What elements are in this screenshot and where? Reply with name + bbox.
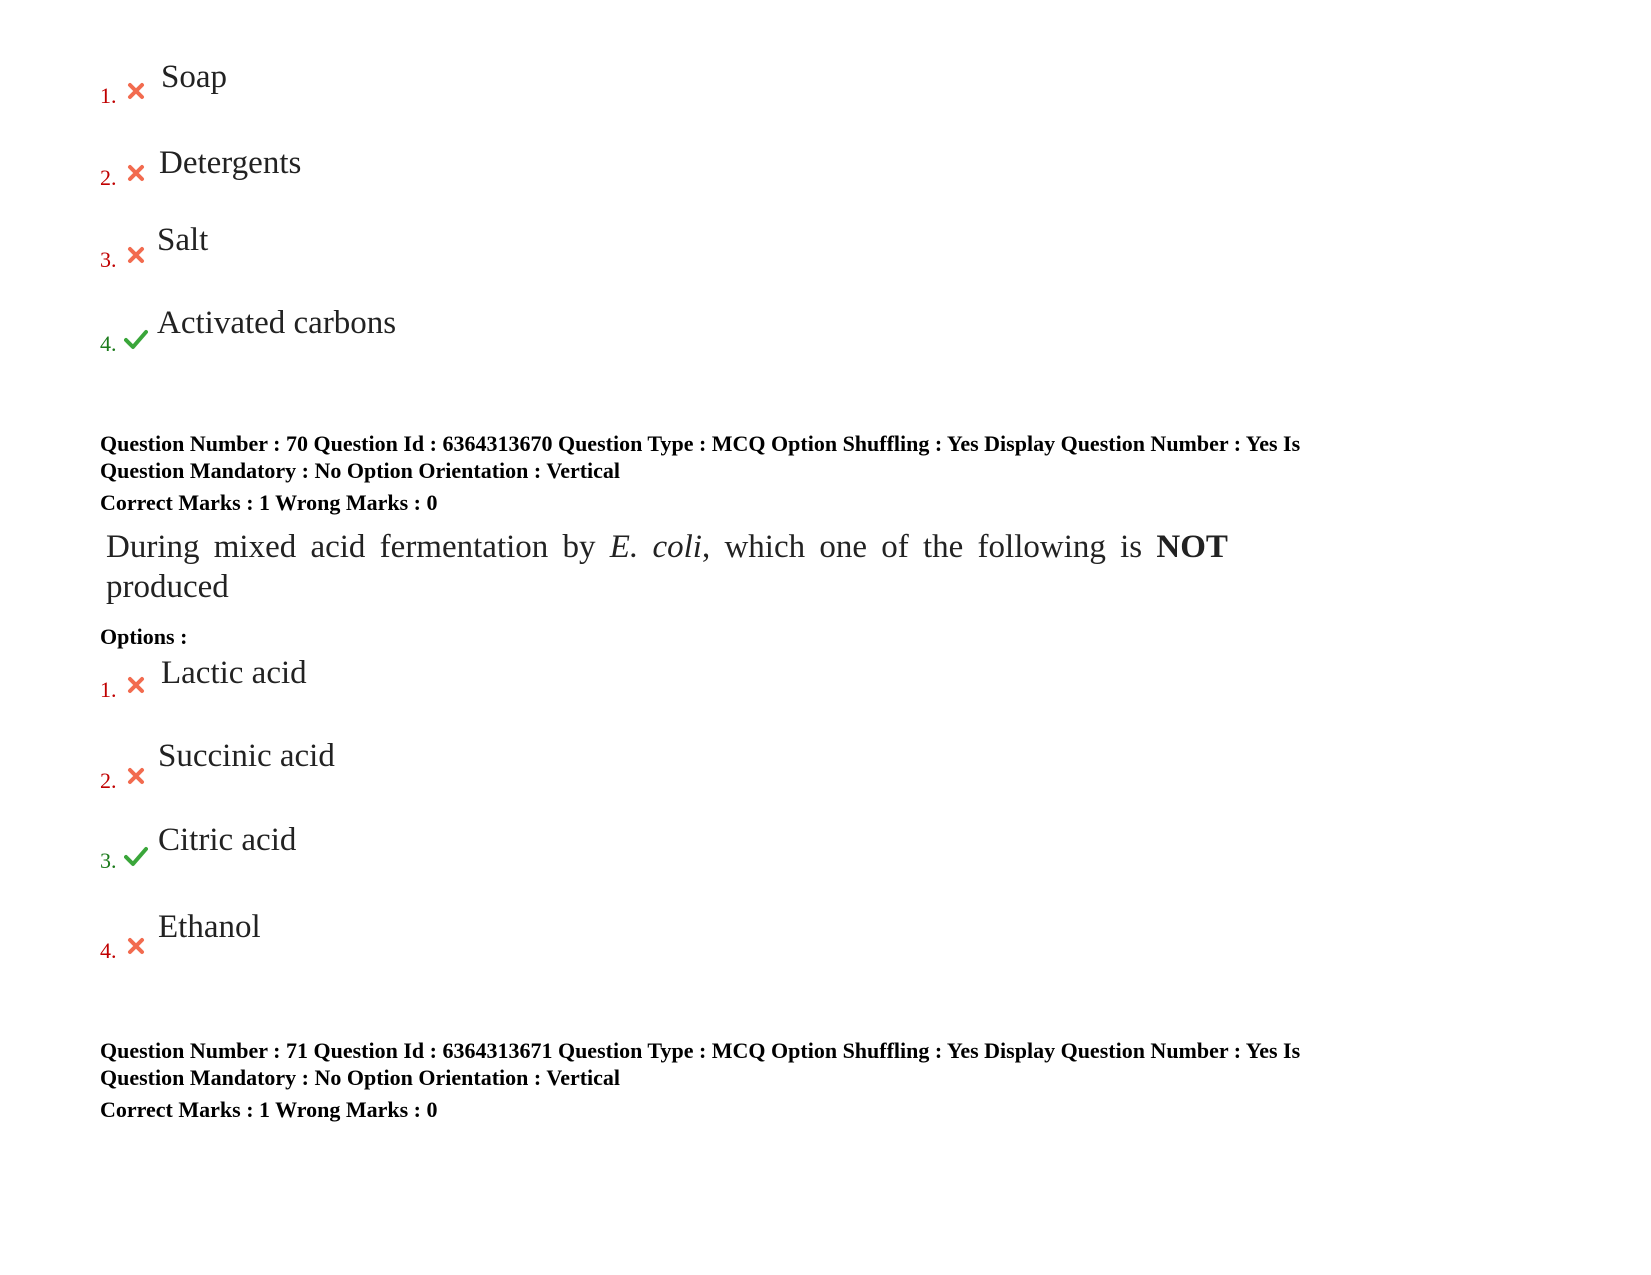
option-text: Detergents bbox=[159, 145, 302, 181]
question-marks: Correct Marks : 1 Wrong Marks : 0 bbox=[100, 490, 438, 515]
option-number: 4. bbox=[100, 938, 117, 963]
cross-icon bbox=[126, 766, 146, 786]
question-meta-line2: Question Mandatory : No Option Orientation : Vertical bbox=[100, 458, 621, 483]
option-number: 3. bbox=[100, 848, 117, 873]
question-meta-line2: Question Mandatory : No Option Orientation : Vertical bbox=[100, 1065, 621, 1090]
option-text: Succinic acid bbox=[158, 738, 335, 774]
cross-icon bbox=[126, 245, 146, 265]
cross-icon bbox=[126, 675, 146, 695]
question-meta-line1: Question Number : 70 Question Id : 6364313670 Question Type : MCQ Option Shuffling : Yes Display Question Number : Yes Is bbox=[100, 431, 1301, 456]
cross-icon bbox=[126, 936, 146, 956]
option-number: 3. bbox=[100, 247, 117, 272]
question-text-line2: produced bbox=[106, 569, 229, 605]
option-number: 1. bbox=[100, 83, 117, 108]
option-text: Activated carbons bbox=[157, 305, 397, 341]
cross-icon bbox=[126, 81, 146, 101]
option-number: 4. bbox=[100, 331, 117, 356]
question-text-bold: NOT bbox=[1156, 529, 1228, 565]
option-number: 2. bbox=[100, 768, 117, 793]
cross-icon bbox=[126, 163, 146, 183]
option-text: Salt bbox=[157, 222, 209, 258]
options-label: Options : bbox=[100, 624, 188, 649]
option-text: Lactic acid bbox=[161, 655, 307, 691]
question-marks: Correct Marks : 1 Wrong Marks : 0 bbox=[100, 1097, 438, 1122]
option-text: Citric acid bbox=[158, 822, 297, 858]
option-number: 2. bbox=[100, 165, 117, 190]
question-text-italic: E. coli bbox=[609, 529, 702, 565]
question-text bbox=[106, 527, 1228, 607]
option-text: Ethanol bbox=[158, 909, 261, 945]
question-text-part1: During mixed acid fermentation by bbox=[106, 529, 610, 565]
option-number: 1. bbox=[100, 677, 117, 702]
check-icon bbox=[124, 845, 148, 867]
question-text-part2: , which one of the following is bbox=[701, 529, 1157, 565]
check-icon bbox=[124, 328, 148, 350]
question-meta-line1: Question Number : 71 Question Id : 6364313671 Question Type : MCQ Option Shuffling : Yes Display Question Number : Yes Is bbox=[100, 1038, 1301, 1063]
option-text: Soap bbox=[161, 59, 227, 95]
